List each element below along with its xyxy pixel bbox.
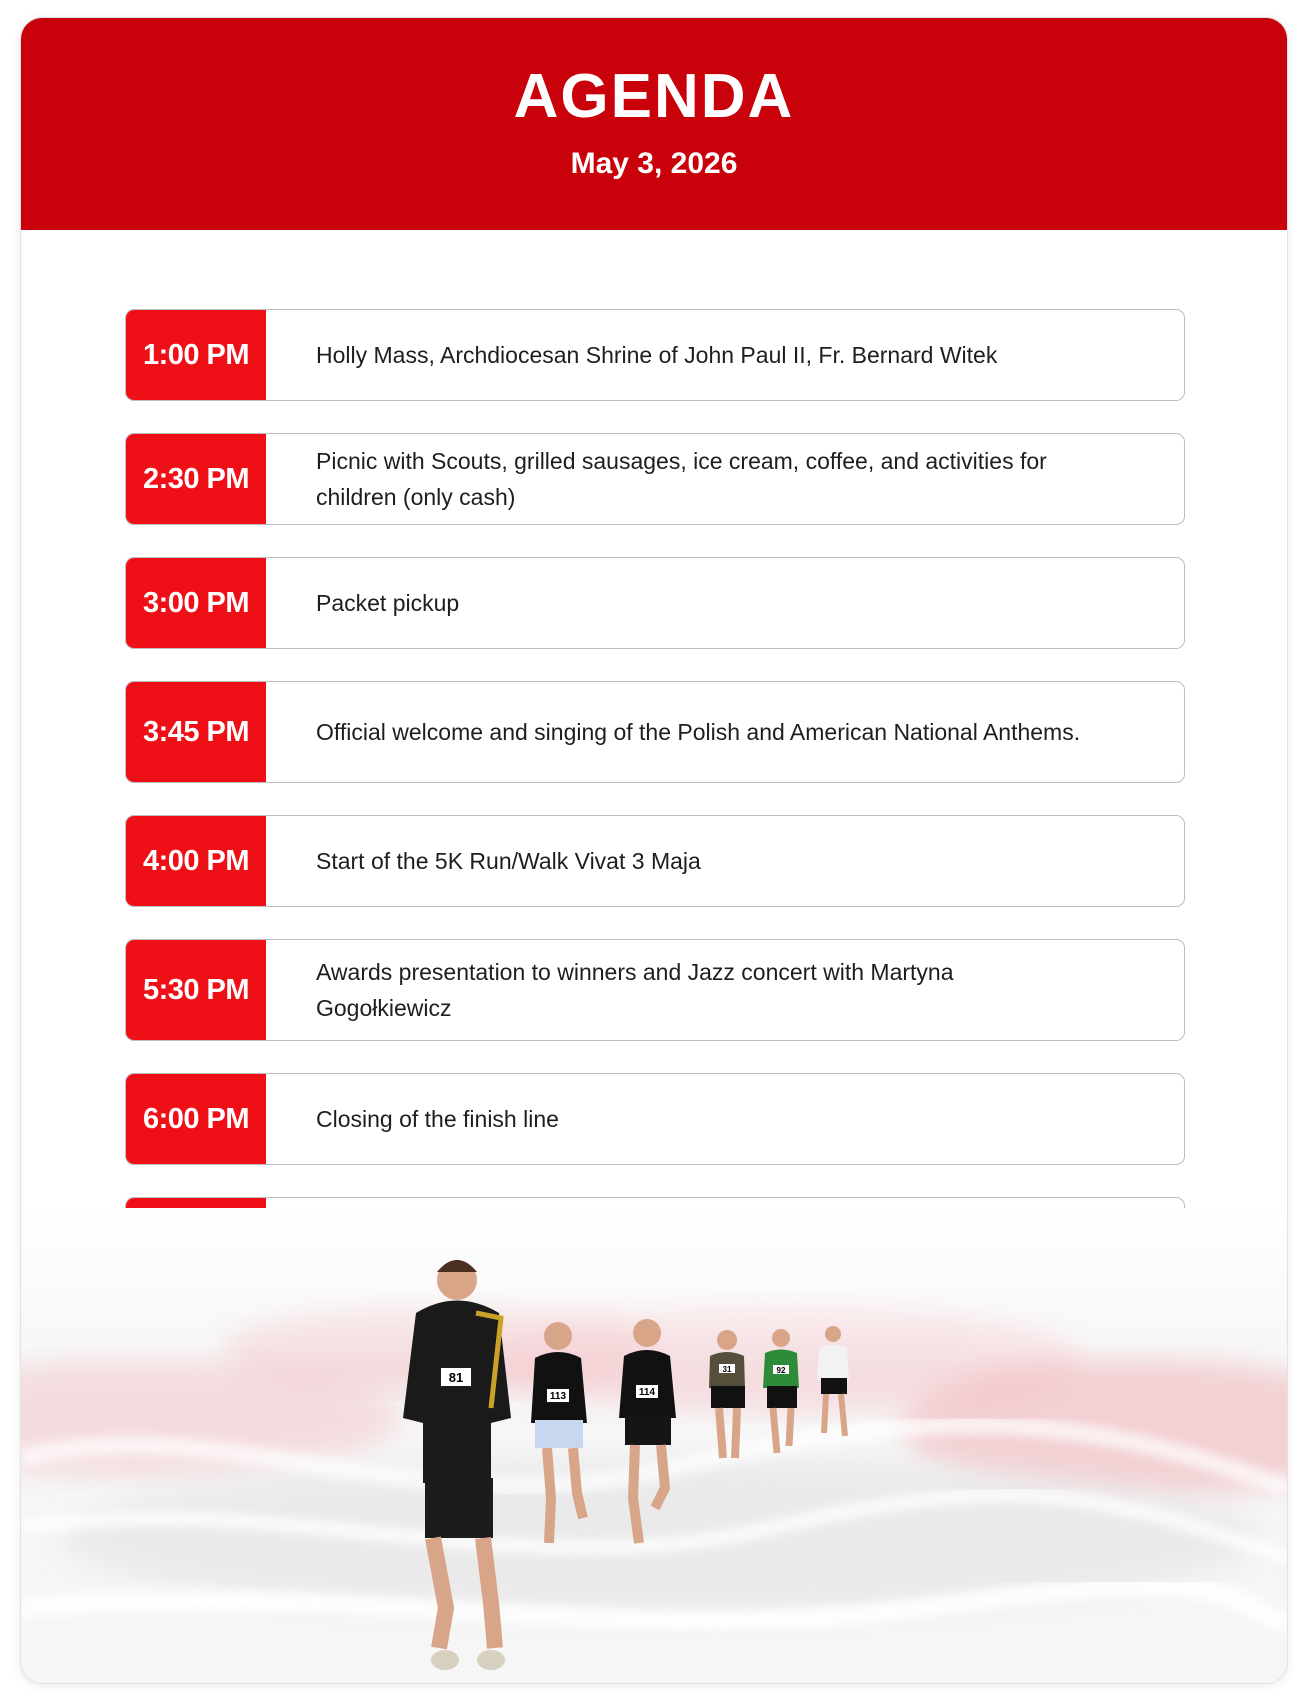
agenda-item bbox=[125, 681, 1185, 783]
agenda-item bbox=[125, 309, 1185, 401]
agenda-item bbox=[125, 557, 1185, 649]
agenda-description: Official welcome and singing of the Polish and American National Anthems. bbox=[316, 719, 1081, 745]
agenda-description: Start of the 5K Run/Walk Vivat 3 Maja bbox=[316, 848, 701, 874]
agenda-description: Picnic with Scouts, grilled sausages, ice cream, coffee, and activities for children (only cash) bbox=[316, 448, 1047, 510]
page-title: AGENDA bbox=[513, 62, 795, 131]
runner-bib: 114 bbox=[638, 1387, 656, 1398]
agenda-time: 4:00 PM bbox=[126, 816, 266, 906]
agenda-description: Packet pickup bbox=[316, 590, 460, 616]
runner-bib: 81 bbox=[448, 1370, 464, 1385]
agenda-time: 5:30 PM bbox=[126, 940, 266, 1040]
header-banner bbox=[21, 18, 1287, 230]
runner-bib: 92 bbox=[776, 1366, 786, 1375]
agenda-item bbox=[125, 433, 1185, 525]
agenda-time: 3:45 PM bbox=[126, 682, 266, 782]
agenda-time: 2:30 PM bbox=[126, 434, 266, 524]
event-date: May 3, 2026 bbox=[570, 147, 738, 180]
smoke-background bbox=[21, 1208, 1287, 1683]
agenda-item bbox=[125, 1073, 1185, 1165]
runners-illustration bbox=[21, 1208, 1287, 1683]
agenda-time: 3:00 PM bbox=[126, 558, 266, 648]
agenda-time: 6:00 PM bbox=[126, 1074, 266, 1164]
agenda-description: Closing of the finish line bbox=[316, 1106, 559, 1132]
agenda-description: Holly Mass, Archdiocesan Shrine of John Paul II, Fr. Bernard Witek bbox=[316, 342, 998, 368]
runner-bib: 31 bbox=[722, 1365, 732, 1374]
runner-bib: 113 bbox=[549, 1391, 567, 1402]
agenda-item bbox=[125, 815, 1185, 907]
agenda-time: 1:00 PM bbox=[126, 310, 266, 400]
agenda-item bbox=[125, 939, 1185, 1041]
agenda-description: Awards presentation to winners and Jazz concert with Martyna Gogołkiewicz bbox=[316, 959, 954, 1021]
agenda-card bbox=[20, 17, 1288, 1684]
